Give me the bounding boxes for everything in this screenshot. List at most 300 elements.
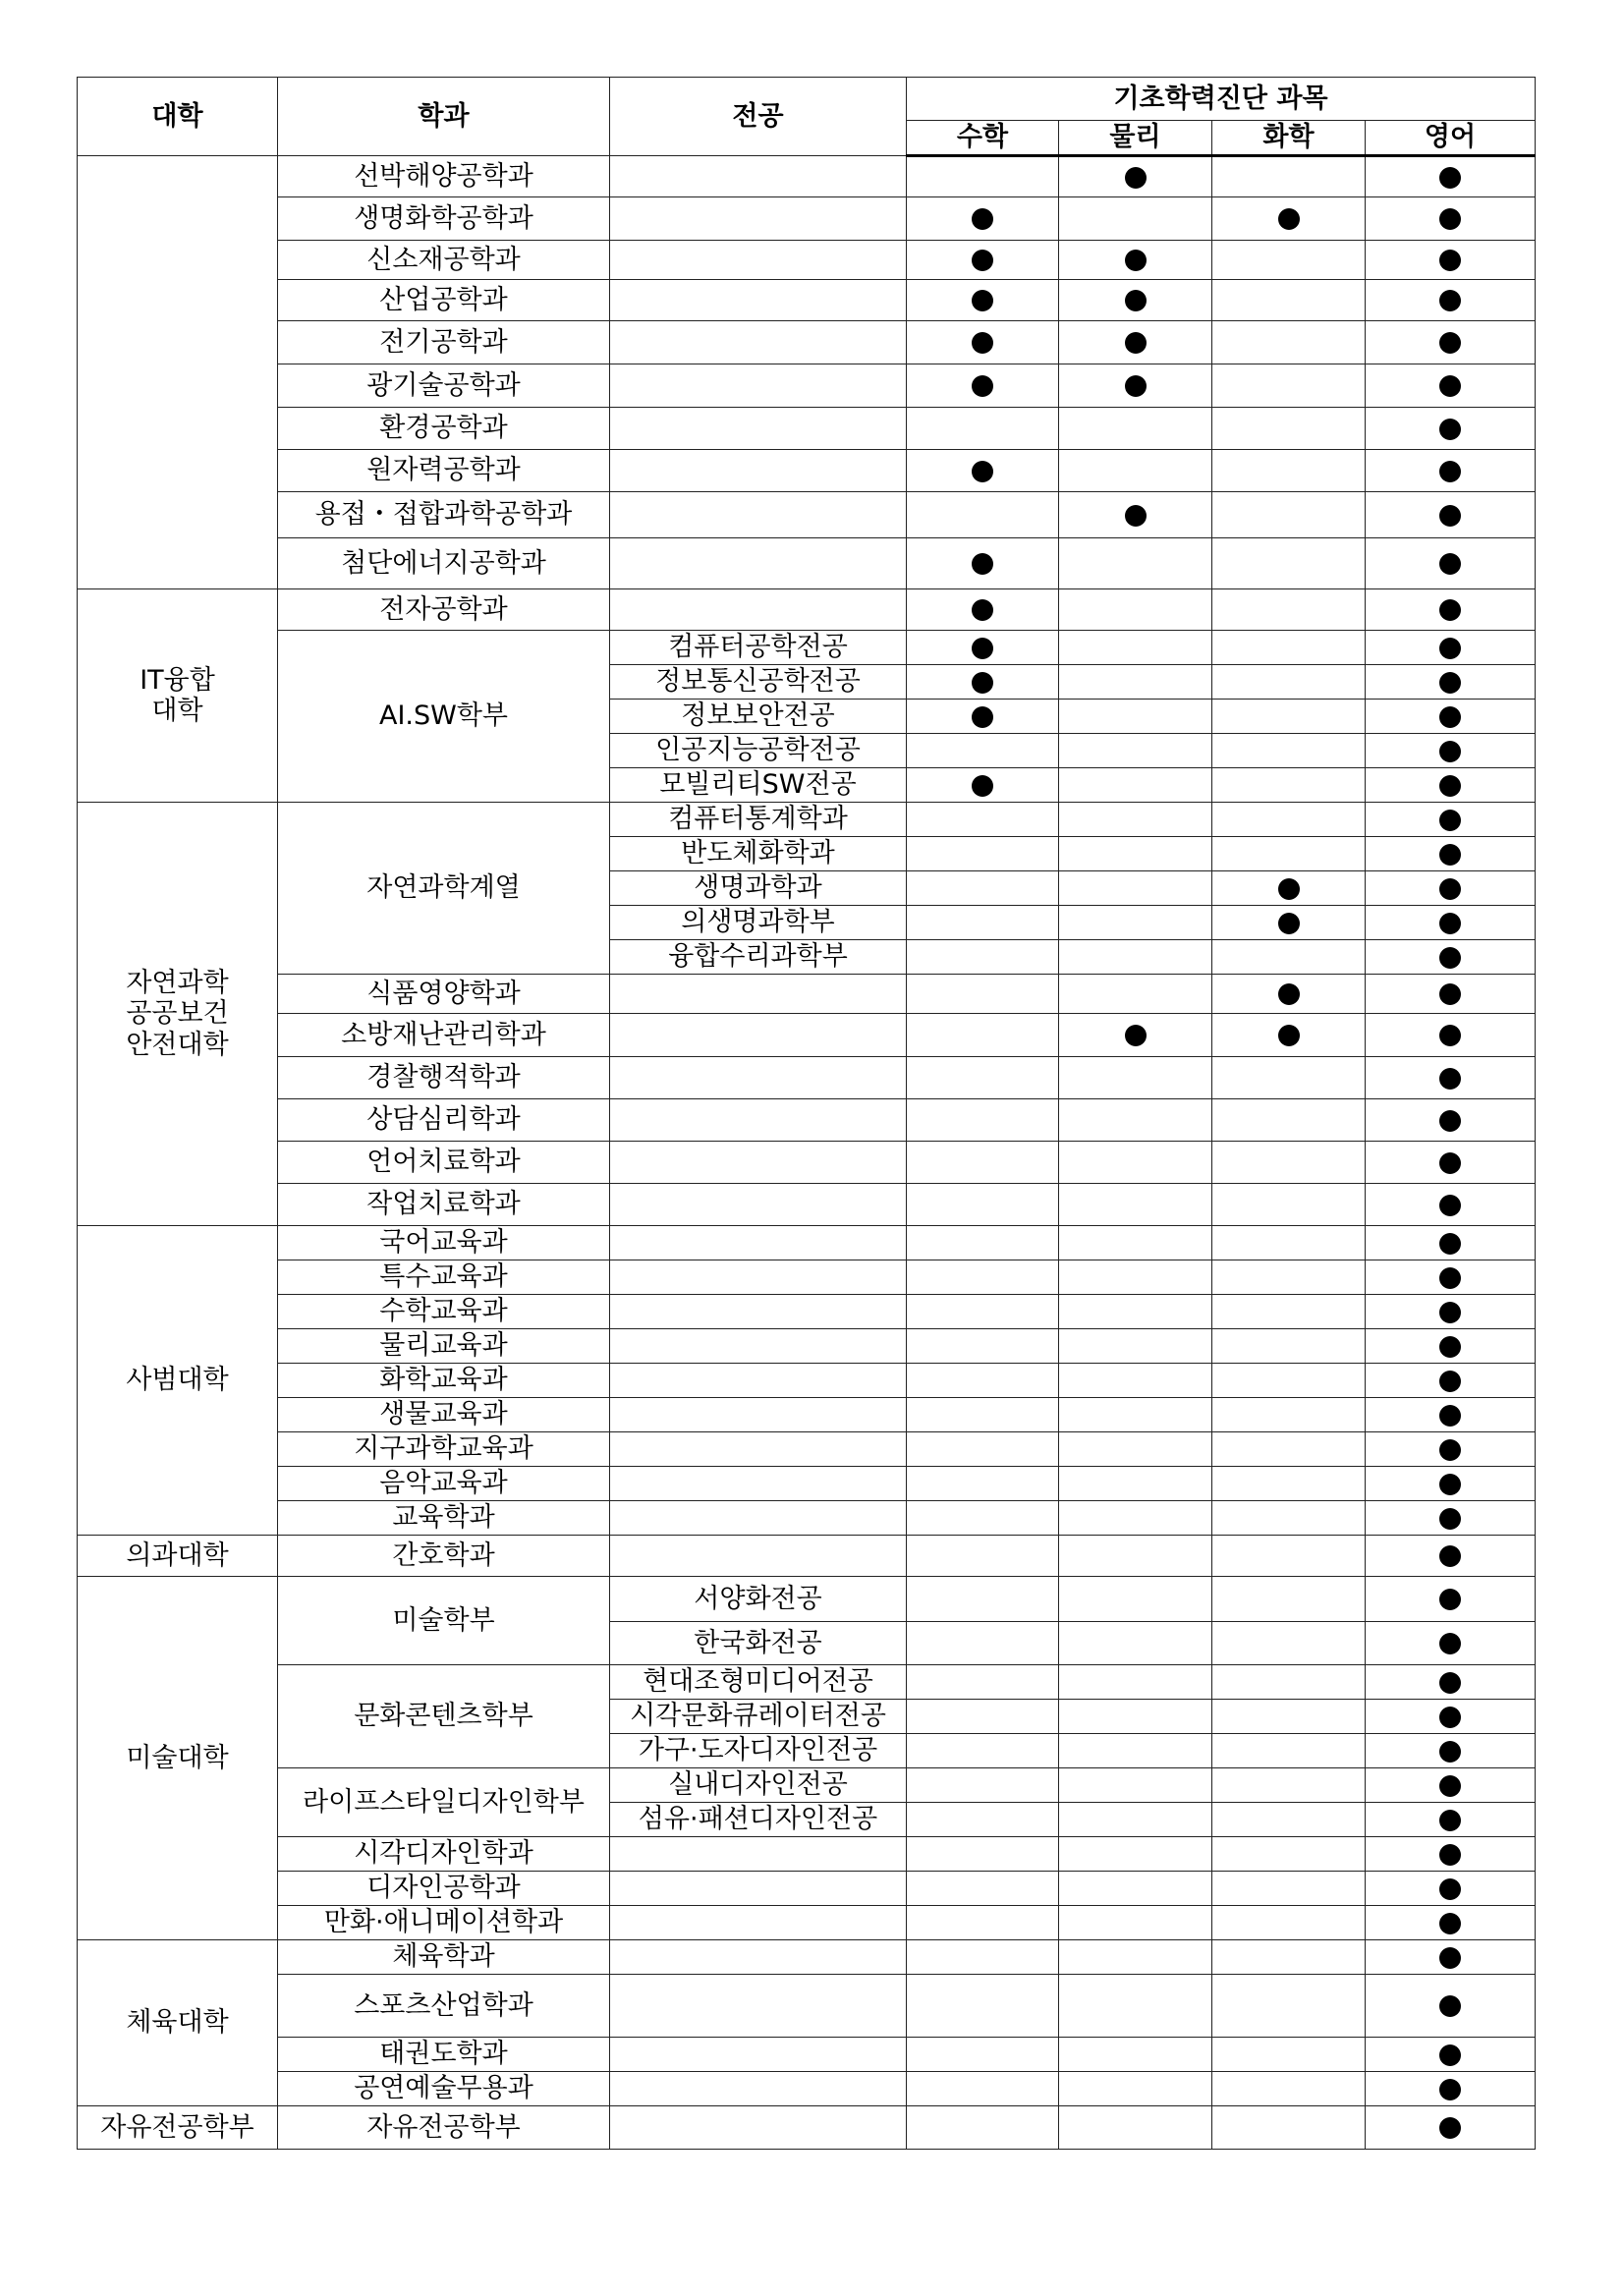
required-subject-dot xyxy=(1439,553,1461,575)
major-cell xyxy=(610,1184,907,1226)
subject-cell-chemistry xyxy=(1212,197,1366,241)
department-cell: 문화콘텐츠학부 xyxy=(278,1665,610,1768)
subject-cell-math xyxy=(907,408,1059,450)
subject-cell-physics xyxy=(1059,1057,1212,1099)
required-subject-dot xyxy=(1125,290,1147,311)
subject-cell-english xyxy=(1366,1837,1536,1872)
subject-cell-physics xyxy=(1059,803,1212,837)
major-cell: 섬유·패션디자인전공 xyxy=(610,1803,907,1837)
subject-cell-math xyxy=(907,1700,1059,1734)
required-subject-dot xyxy=(1439,2044,1461,2066)
major-cell xyxy=(610,321,907,364)
required-subject-dot xyxy=(1439,290,1461,311)
subject-cell-math xyxy=(907,589,1059,631)
subject-cell-english xyxy=(1366,1057,1536,1099)
required-subject-dot xyxy=(1439,1439,1461,1461)
department-cell: 생명화학공학과 xyxy=(278,197,610,241)
subject-cell-chemistry xyxy=(1212,280,1366,321)
required-subject-dot xyxy=(1439,461,1461,482)
required-subject-dot xyxy=(1439,599,1461,621)
subject-cell-math xyxy=(907,940,1059,975)
subject-cell-chemistry xyxy=(1212,871,1366,906)
required-subject-dot xyxy=(972,290,993,311)
subject-cell-english xyxy=(1366,1665,1536,1700)
department-cell: 음악교육과 xyxy=(278,1467,610,1501)
major-cell xyxy=(610,1329,907,1364)
subject-cell-english xyxy=(1366,1226,1536,1260)
subject-cell-physics xyxy=(1059,1260,1212,1295)
table-row xyxy=(78,492,1536,538)
required-subject-dot xyxy=(972,208,993,230)
required-subject-dot xyxy=(1439,1195,1461,1216)
required-subject-dot xyxy=(1439,1474,1461,1495)
required-subject-dot xyxy=(1439,2079,1461,2100)
major-cell xyxy=(610,1295,907,1329)
table-row xyxy=(78,321,1536,364)
subject-cell-english xyxy=(1366,1940,1536,1975)
required-subject-dot xyxy=(1439,947,1461,969)
subject-cell-chemistry xyxy=(1212,538,1366,589)
subject-cell-english xyxy=(1366,906,1536,940)
subject-cell-physics xyxy=(1059,241,1212,280)
subject-cell-chemistry xyxy=(1212,321,1366,364)
department-cell: 지구과학교육과 xyxy=(278,1432,610,1467)
table-row xyxy=(78,1768,1536,1803)
subject-cell-physics xyxy=(1059,700,1212,734)
required-subject-dot xyxy=(1125,1025,1147,1046)
required-subject-dot xyxy=(1125,505,1147,527)
major-cell xyxy=(610,975,907,1014)
major-cell xyxy=(610,1432,907,1467)
major-cell xyxy=(610,241,907,280)
subject-cell-chemistry xyxy=(1212,1622,1366,1665)
subject-cell-physics xyxy=(1059,1734,1212,1768)
required-subject-dot xyxy=(1278,983,1300,1005)
required-subject-dot xyxy=(1439,844,1461,866)
table-row xyxy=(78,280,1536,321)
required-subject-dot xyxy=(1439,167,1461,189)
required-subject-dot xyxy=(1439,1589,1461,1610)
required-subject-dot xyxy=(1439,208,1461,230)
college-cell-liberal-major-group: 자유전공학부 xyxy=(78,2106,278,2150)
department-cell: 생물교육과 xyxy=(278,1398,610,1432)
college-cell-education-group: 사범대학 xyxy=(78,1226,278,1536)
major-cell xyxy=(610,1940,907,1975)
required-subject-dot xyxy=(1439,1508,1461,1530)
subject-cell-chemistry xyxy=(1212,1940,1366,1975)
required-subject-dot xyxy=(1125,375,1147,397)
subject-cell-physics xyxy=(1059,1184,1212,1226)
subject-cell-physics xyxy=(1059,156,1212,197)
department-cell: 태권도학과 xyxy=(278,2038,610,2072)
department-cell: 경찰행적학과 xyxy=(278,1057,610,1099)
major-cell xyxy=(610,450,907,492)
subject-cell-english xyxy=(1366,589,1536,631)
subject-cell-physics xyxy=(1059,768,1212,803)
college-cell-natural-science-group: 자연과학 공공보건 안전대학 xyxy=(78,803,278,1226)
college-cell-it-convergence-group: IT융합 대학 xyxy=(78,589,278,803)
table-row xyxy=(78,1467,1536,1501)
subject-cell-physics xyxy=(1059,2106,1212,2150)
subject-cell-physics xyxy=(1059,538,1212,589)
subject-cell-math xyxy=(907,241,1059,280)
subject-cell-english xyxy=(1366,803,1536,837)
subject-cell-english xyxy=(1366,2038,1536,2072)
subject-cell-math xyxy=(907,321,1059,364)
subject-cell-math xyxy=(907,1398,1059,1432)
subject-cell-math xyxy=(907,1940,1059,1975)
subject-cell-physics xyxy=(1059,631,1212,665)
major-cell xyxy=(610,1099,907,1142)
table-row xyxy=(78,1577,1536,1622)
subject-cell-english xyxy=(1366,871,1536,906)
table-row xyxy=(78,975,1536,1014)
subject-cell-math xyxy=(907,280,1059,321)
subject-cell-math xyxy=(907,906,1059,940)
required-subject-dot xyxy=(1439,1844,1461,1866)
subject-cell-math xyxy=(907,1364,1059,1398)
subject-cell-math xyxy=(907,2038,1059,2072)
major-cell xyxy=(610,364,907,408)
table-row xyxy=(78,197,1536,241)
subject-cell-english xyxy=(1366,1622,1536,1665)
required-subject-dot xyxy=(1439,332,1461,354)
subject-cell-chemistry xyxy=(1212,1577,1366,1622)
subject-cell-physics xyxy=(1059,450,1212,492)
required-subject-dot xyxy=(1439,1233,1461,1255)
table-row xyxy=(78,803,1536,837)
subject-cell-chemistry xyxy=(1212,1837,1366,1872)
subject-cell-chemistry xyxy=(1212,1099,1366,1142)
subject-cell-math xyxy=(907,1734,1059,1768)
header-subjects-group: 기초학력진단 과목 xyxy=(907,78,1536,121)
subject-cell-chemistry xyxy=(1212,408,1366,450)
subject-cell-physics xyxy=(1059,492,1212,538)
subject-cell-chemistry xyxy=(1212,1734,1366,1768)
major-cell xyxy=(610,538,907,589)
subject-cell-chemistry xyxy=(1212,1700,1366,1734)
table-row xyxy=(78,1975,1536,2038)
subject-cell-english xyxy=(1366,1872,1536,1906)
department-cell: 작업치료학과 xyxy=(278,1184,610,1226)
major-cell xyxy=(610,408,907,450)
required-subject-dot xyxy=(1278,878,1300,900)
subject-cell-math xyxy=(907,1577,1059,1622)
required-subject-dot xyxy=(1439,1068,1461,1090)
table-row xyxy=(78,241,1536,280)
table-row xyxy=(78,1837,1536,1872)
subject-cell-english xyxy=(1366,1295,1536,1329)
subject-cell-physics xyxy=(1059,1501,1212,1536)
subject-cell-physics xyxy=(1059,589,1212,631)
subject-cell-math xyxy=(907,1099,1059,1142)
subject-cell-chemistry xyxy=(1212,665,1366,700)
table-row xyxy=(78,1940,1536,1975)
subject-cell-physics xyxy=(1059,940,1212,975)
subject-cell-math xyxy=(907,538,1059,589)
required-subject-dot xyxy=(1439,1545,1461,1567)
required-subject-dot xyxy=(1439,1110,1461,1132)
subject-cell-physics xyxy=(1059,1014,1212,1057)
subject-cell-physics xyxy=(1059,1803,1212,1837)
subject-cell-chemistry xyxy=(1212,1803,1366,1837)
subject-cell-chemistry xyxy=(1212,1057,1366,1099)
required-subject-dot xyxy=(1439,1025,1461,1046)
major-cell xyxy=(610,1057,907,1099)
subject-cell-math xyxy=(907,1184,1059,1226)
subject-cell-english xyxy=(1366,1700,1536,1734)
subject-cell-physics xyxy=(1059,1364,1212,1398)
subject-cell-physics xyxy=(1059,1940,1212,1975)
required-subject-dot xyxy=(1278,208,1300,230)
subject-cell-chemistry xyxy=(1212,940,1366,975)
major-cell xyxy=(610,156,907,197)
subject-cell-physics xyxy=(1059,321,1212,364)
table-row xyxy=(78,1057,1536,1099)
subject-cell-physics xyxy=(1059,1872,1212,1906)
required-subject-dot xyxy=(972,461,993,482)
required-subject-dot xyxy=(1439,1633,1461,1654)
table-row xyxy=(78,1906,1536,1940)
subject-cell-math xyxy=(907,1142,1059,1184)
subject-cell-english xyxy=(1366,1260,1536,1295)
subject-cell-english xyxy=(1366,1906,1536,1940)
subject-cell-math xyxy=(907,2072,1059,2106)
subject-cell-english xyxy=(1366,156,1536,197)
required-subject-dot xyxy=(1439,419,1461,440)
subject-cell-math xyxy=(907,1622,1059,1665)
subject-cell-math xyxy=(907,837,1059,871)
major-cell xyxy=(610,1975,907,2038)
major-cell xyxy=(610,197,907,241)
required-subject-dot xyxy=(972,250,993,271)
department-cell: 식품영양학과 xyxy=(278,975,610,1014)
subject-cell-english xyxy=(1366,1975,1536,2038)
subject-cell-english xyxy=(1366,768,1536,803)
subject-cell-english xyxy=(1366,1803,1536,1837)
required-subject-dot xyxy=(1439,878,1461,900)
subject-cell-english xyxy=(1366,1398,1536,1432)
subject-cell-math xyxy=(907,1975,1059,2038)
subject-cell-math xyxy=(907,1872,1059,1906)
college-cell-art-group: 미술대학 xyxy=(78,1577,278,1940)
subject-cell-physics xyxy=(1059,734,1212,768)
subject-cell-physics xyxy=(1059,871,1212,906)
major-cell xyxy=(610,1142,907,1184)
subject-cell-chemistry xyxy=(1212,803,1366,837)
subject-cell-physics xyxy=(1059,1577,1212,1622)
subject-cell-chemistry xyxy=(1212,364,1366,408)
subject-cell-english xyxy=(1366,1467,1536,1501)
required-subject-dot xyxy=(1439,1267,1461,1289)
subject-cell-english xyxy=(1366,1501,1536,1536)
table-row xyxy=(78,2038,1536,2072)
major-cell xyxy=(610,1536,907,1577)
department-cell: 광기술공학과 xyxy=(278,364,610,408)
required-subject-dot xyxy=(972,375,993,397)
department-cell: 용접・접합과학공학과 xyxy=(278,492,610,538)
subject-cell-chemistry xyxy=(1212,1432,1366,1467)
subject-cell-english xyxy=(1366,1768,1536,1803)
subject-cell-english xyxy=(1366,2106,1536,2150)
subject-cell-physics xyxy=(1059,2072,1212,2106)
subject-cell-math xyxy=(907,1226,1059,1260)
subject-cell-english xyxy=(1366,321,1536,364)
department-cell: 만화·애니메이션학과 xyxy=(278,1906,610,1940)
required-subject-dot xyxy=(972,775,993,797)
subject-cell-math xyxy=(907,492,1059,538)
table-row xyxy=(78,1501,1536,1536)
subject-cell-english xyxy=(1366,1432,1536,1467)
department-cell: 선박해양공학과 xyxy=(278,156,610,197)
subject-cell-physics xyxy=(1059,2038,1212,2072)
subject-cell-chemistry xyxy=(1212,768,1366,803)
required-subject-dot xyxy=(972,332,993,354)
required-subject-dot xyxy=(1439,1775,1461,1797)
major-cell: 정보통신공학전공 xyxy=(610,665,907,700)
required-subject-dot xyxy=(1278,1025,1300,1046)
subject-cell-chemistry xyxy=(1212,589,1366,631)
table-row xyxy=(78,1260,1536,1295)
subject-cell-math xyxy=(907,2106,1059,2150)
subject-cell-math xyxy=(907,156,1059,197)
subject-cell-chemistry xyxy=(1212,492,1366,538)
subject-cell-chemistry xyxy=(1212,1768,1366,1803)
required-subject-dot xyxy=(972,706,993,728)
major-cell: 의생명과학부 xyxy=(610,906,907,940)
required-subject-dot xyxy=(1439,1371,1461,1392)
department-cell: 상담심리학과 xyxy=(278,1099,610,1142)
subject-cell-chemistry xyxy=(1212,1536,1366,1577)
table-row xyxy=(78,156,1536,197)
subject-cell-math xyxy=(907,975,1059,1014)
required-subject-dot xyxy=(1439,775,1461,797)
major-cell: 서양화전공 xyxy=(610,1577,907,1622)
subject-cell-chemistry xyxy=(1212,2072,1366,2106)
subject-cell-english xyxy=(1366,837,1536,871)
subject-cell-math xyxy=(907,197,1059,241)
department-cell: 원자력공학과 xyxy=(278,450,610,492)
subject-cell-chemistry xyxy=(1212,837,1366,871)
header-subject-english: 영어 xyxy=(1366,121,1536,156)
subject-cell-chemistry xyxy=(1212,1226,1366,1260)
department-cell: 신소재공학과 xyxy=(278,241,610,280)
major-cell: 인공지능공학전공 xyxy=(610,734,907,768)
required-subject-dot xyxy=(1439,1405,1461,1427)
subject-cell-english xyxy=(1366,364,1536,408)
table-row xyxy=(78,1226,1536,1260)
subject-cell-english xyxy=(1366,1364,1536,1398)
subject-cell-math xyxy=(907,1803,1059,1837)
subject-cell-english xyxy=(1366,450,1536,492)
department-cell: 환경공학과 xyxy=(278,408,610,450)
subject-cell-math xyxy=(907,1295,1059,1329)
department-cell: 자유전공학부 xyxy=(278,2106,610,2150)
subject-cell-math xyxy=(907,1467,1059,1501)
subject-cell-english xyxy=(1366,975,1536,1014)
required-subject-dot xyxy=(1125,167,1147,189)
subject-cell-physics xyxy=(1059,1837,1212,1872)
required-subject-dot xyxy=(972,638,993,659)
major-cell: 융합수리과학부 xyxy=(610,940,907,975)
subject-cell-chemistry xyxy=(1212,156,1366,197)
department-cell: 수학교육과 xyxy=(278,1295,610,1329)
required-subject-dot xyxy=(1125,250,1147,271)
department-cell: 공연예술무용과 xyxy=(278,2072,610,2106)
subject-cell-chemistry xyxy=(1212,450,1366,492)
major-cell: 모빌리티SW전공 xyxy=(610,768,907,803)
required-subject-dot xyxy=(1439,741,1461,762)
major-cell xyxy=(610,1398,907,1432)
major-cell: 한국화전공 xyxy=(610,1622,907,1665)
major-cell xyxy=(610,2072,907,2106)
major-cell xyxy=(610,1467,907,1501)
header-department: 학과 xyxy=(278,78,610,156)
subject-cell-math xyxy=(907,1432,1059,1467)
department-cell: 디자인공학과 xyxy=(278,1872,610,1906)
major-cell xyxy=(610,2106,907,2150)
department-cell: 라이프스타일디자인학부 xyxy=(278,1768,610,1837)
subject-cell-physics xyxy=(1059,1622,1212,1665)
table-row xyxy=(78,1872,1536,1906)
subject-cell-chemistry xyxy=(1212,1467,1366,1501)
department-cell: 전자공학과 xyxy=(278,589,610,631)
required-subject-dot xyxy=(1439,913,1461,934)
subject-cell-chemistry xyxy=(1212,1872,1366,1906)
required-subject-dot xyxy=(1439,1336,1461,1358)
subject-cell-math xyxy=(907,450,1059,492)
subject-cell-math xyxy=(907,734,1059,768)
major-cell: 생명과학과 xyxy=(610,871,907,906)
subject-cell-english xyxy=(1366,700,1536,734)
college-cell-engineering-group xyxy=(78,156,278,589)
subject-cell-english xyxy=(1366,538,1536,589)
required-subject-dot xyxy=(1439,638,1461,659)
department-cell: AI.SW학부 xyxy=(278,631,610,803)
subject-cell-chemistry xyxy=(1212,1260,1366,1295)
required-subject-dot xyxy=(1439,2117,1461,2139)
major-cell xyxy=(610,492,907,538)
table-row xyxy=(78,1099,1536,1142)
subject-cell-physics xyxy=(1059,1295,1212,1329)
subject-cell-english xyxy=(1366,1329,1536,1364)
subject-cell-english xyxy=(1366,280,1536,321)
subject-cell-english xyxy=(1366,1577,1536,1622)
subject-cell-physics xyxy=(1059,280,1212,321)
subject-cell-english xyxy=(1366,1142,1536,1184)
table-row xyxy=(78,1014,1536,1057)
table-header xyxy=(78,78,1536,156)
department-cell: 체육학과 xyxy=(278,1940,610,1975)
required-subject-dot xyxy=(1439,1707,1461,1728)
subject-cell-chemistry xyxy=(1212,1364,1366,1398)
subject-cell-math xyxy=(907,631,1059,665)
subject-cell-english xyxy=(1366,665,1536,700)
major-cell xyxy=(610,280,907,321)
department-cell: 스포츠산업학과 xyxy=(278,1975,610,2038)
subject-cell-physics xyxy=(1059,1467,1212,1501)
subject-cell-chemistry xyxy=(1212,1295,1366,1329)
major-cell xyxy=(610,1501,907,1536)
header-subject-math: 수학 xyxy=(907,121,1059,156)
subject-cell-english xyxy=(1366,1536,1536,1577)
subject-cell-math xyxy=(907,871,1059,906)
major-cell xyxy=(610,1872,907,1906)
table-row xyxy=(78,631,1536,665)
subject-cell-chemistry xyxy=(1212,1142,1366,1184)
department-cell: 언어치료학과 xyxy=(278,1142,610,1184)
subject-cell-math xyxy=(907,768,1059,803)
